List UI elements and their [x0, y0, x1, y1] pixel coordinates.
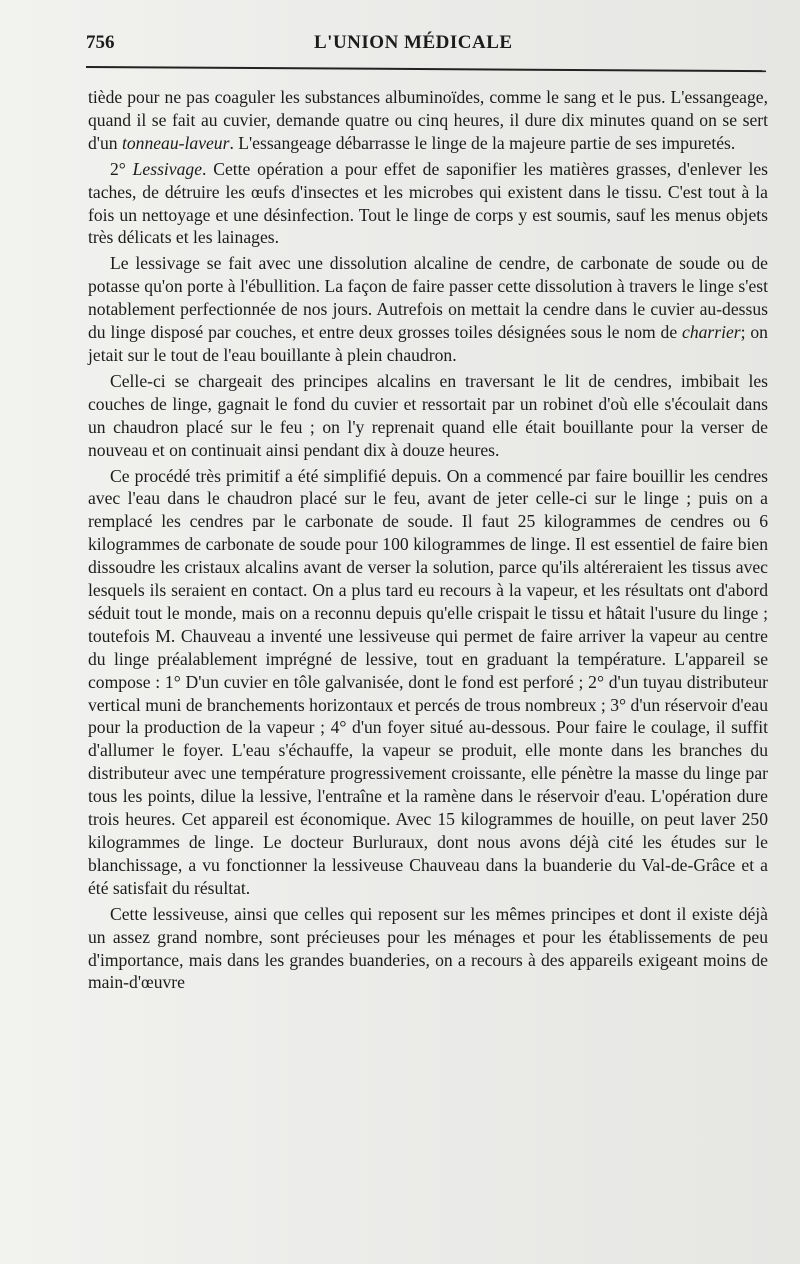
text-run: Celle-ci se chargeait des principes alcalins en traversant le lit de cendres, imbibait les couches de linge, gagnait le fond du cuvier et ressortait par un robinet d'où elle s'écoulait dans un chaudron placé sur le feu ; on l'y reprenait quand elle était bouillante pour la verser de nouveau et on continuait ainsi pendant dix à douze heures. [88, 370, 768, 460]
running-title: L'UNION MÉDICALE [314, 32, 513, 53]
paragraph-p6 [88, 903, 768, 995]
body-text [88, 86, 768, 994]
page-number: 756 [86, 32, 115, 53]
paragraph-p4 [88, 370, 768, 462]
italic-term: tonneau-laveur [121, 132, 230, 153]
italic-term: Lessivage [132, 158, 203, 179]
text-run: Cette lessiveuse, ainsi que celles qui reposent sur les mêmes principes et dont il existe déjà un assez grand nombre, sont précieuses pour les ménages et pour les établissements de peu d'importance, mais dans les grandes buanderies, on a recours à des appareils exigeant moins de main-d'œuvre [88, 903, 768, 993]
paragraph-p2 [88, 158, 768, 250]
text-run: . Cette opération a pour effet de saponifier les matières grasses, d'enlever les taches, de détruire les œufs d'insectes et les microbes qui existent dans le tissu. C'est tout à la fois un nettoyage et une désinfection. Tout le linge de corps y est soumis, sauf les menus objets très délicats et les lainages. [88, 158, 768, 248]
text-run: ; on jetait sur le tout de l'eau bouillante à plein chaudron. [88, 322, 768, 365]
italic-term: charrier [682, 322, 741, 343]
paragraph-p1 [88, 86, 768, 155]
text-run: tiède pour ne pas coaguler les substances albuminoïdes, comme le sang et le pus. L'essangeage, quand il se fait au cuvier, demande quatre ou cinq heures, il dure dix minutes quand on se sert d'un [88, 87, 768, 153]
text-run: . L'essangeage débarrasse le linge de la majeure partie de ses impuretés. [229, 132, 736, 153]
text-run: Le lessivage se fait avec une dissolution alcaline de cendre, de carbonate de soude ou de potasse qu'on porte à l'ébullition. La façon de faire passer cette dissolution à travers le linge s'est notablement perfectionnée de nos jours. Autrefois on mettait la cendre dans le cuvier au-dessus du linge disposé par couches, et entre deux grosses toiles désignées sous le nom de [88, 253, 768, 343]
text-run: 2° [110, 158, 133, 179]
paragraph-p3 [88, 252, 768, 367]
page-header [86, 28, 760, 60]
paragraph-p5 [88, 465, 768, 900]
header-rule [86, 66, 766, 72]
text-run: Ce procédé très primitif a été simplifié depuis. On a commencé par faire bouillir les cendres avec l'eau dans le chaudron placé sur le feu, avant de jeter celle-ci sur le linge ; puis on a remplacé les cendres par le carbonate de soude. Il faut 25 kilogrammes de cendres ou 6 kilogrammes de carbonate de soude pour 100 kilogrammes de linge. Il est essentiel de faire bien dissoudre les cristaux alcalins avant de verser la solution, parce qu'ils altéreraient les tissus avec lesquels ils seraient en contact. On a plus tard eu recours à la vapeur, et les résultats ont d'abord séduit tout le monde, mais on a reconnu depuis qu'elle crispait le tissu et hâtait l'usure du linge ; toutefois M. Chauveau a inventé une lessiveuse qui permet de faire arriver la vapeur au centre du linge préalablement imprégné de lessive, tout en graduant la température. L'appareil se compose : 1° D'un cuvier en tôle galvanisée, dont le fond est perforé ; 2° d'un tuyau distributeur vertical muni de branchements horizontaux et percés de trous nombreux ; 3° d'un réservoir d'eau pour la production de la vapeur ; 4° d'un foyer situé au-dessous. Pour faire le coulage, il suffit d'allumer le foyer. L'eau s'échauffe, la vapeur se produit, elle monte dans les branches du distributeur avec une température progressivement croissante, elle pénètre la masse du linge par tous les points, dilue la lessive, l'entraîne et la ramène dans le réservoir d'eau. L'opération dure trois heures. Cet appareil est économique. Avec 15 kilogrammes de houille, on peut laver 250 kilogrammes de linge. Le docteur Burluraux, dont nous avons déjà cité les études sur le blanchissage, a vu fonctionner la lessiveuse Chauveau dans la buanderie du Val-de-Grâce et a été satisfait du résultat. [88, 465, 768, 898]
